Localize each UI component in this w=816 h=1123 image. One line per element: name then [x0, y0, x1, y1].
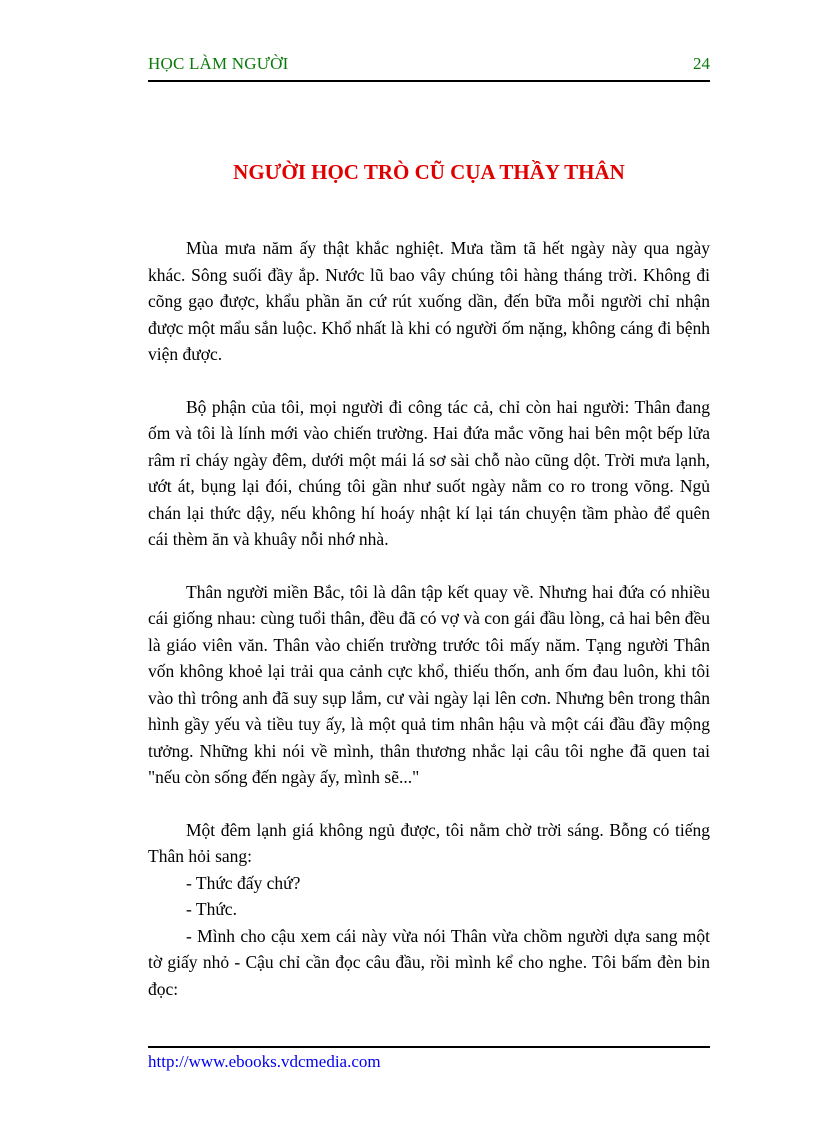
page-number: 24 [693, 54, 710, 73]
dialog-line: - Mình cho cậu xem cái này vừa nói Thân vừa chồm người dựa sang một tờ giấy nhỏ - Cậu chỉ cần đọc câu đầu, rồi mình kể cho nghe. Tôi bấm đèn bin đọc: [148, 925, 710, 999]
paragraph: Mùa mưa năm ấy thật khắc nghiệt. Mưa tầm tã hết ngày này qua ngày khác. Sông suối đầy ắp. Nước lũ bao vây chúng tôi hàng tháng trời. Không đi cõng gạo được, khẩu phần ăn cứ rút xuống dần, đến bữa mỗi người chỉ nhận được một mẩu sắn luộc. Khổ nhất là khi có người ốm nặng, không cáng đi bệnh viện được. [148, 238, 710, 364]
page-footer [148, 1046, 710, 1072]
chapter-body [148, 235, 710, 1002]
paragraph: Thân người miền Bắc, tôi là dân tập kết quay về. Nhưng hai đứa có nhiều cái giống nhau: cùng tuổi thân, đều đã có vợ và con gái đầu lòng, cả hai bên đều là giáo viên văn. Thân vào chiến trường trước tôi mấy năm. Tạng người Thân vốn không khoẻ lại trải qua cảnh cực khổ, thiếu thốn, anh ốm đau luôn, khi tôi vào thì trông anh đã suy sụp lắm, cư vài ngày lại lên cơn. Nhưng bên trong thân hình gầy yếu và tiều tuy ấy, là một quả tim nhân hậu và một cái đầu đầy mộng tưởng. Những khi nói về mình, thân thương nhắc lại câu tôi nghe đã quen tai "nếu còn sống đến ngày ấy, mình sẽ..." [148, 581, 710, 787]
paragraph: Một đêm lạnh giá không ngủ được, tôi nằm chờ trời sáng. Bỗng có tiếng Thân hỏi sang: [148, 819, 710, 866]
paragraph: Bộ phận của tôi, mọi người đi công tác cả, chỉ còn hai người: Thân đang ốm và tôi là lính mới vào chiến trường. Hai đứa mắc võng hai bên một bếp lửa râm rỉ cháy ngày đêm, dưới một mái lá sơ sài chỗ nào cũng dột. Trời mưa lạnh, ướt át, bụng lại đói, chúng tôi gần như suốt ngày nằm co ro trong võng. Ngủ chán lại thức dậy, nếu không hí hoáy nhật kí lại tán chuyện tầm phào để quên cái thèm ăn và khuây nỗi nhớ nhà. [148, 396, 710, 549]
page-header [148, 54, 710, 82]
dialog-line: - Thức đấy chứ? [186, 872, 301, 893]
dialog-line: - Thức. [186, 899, 237, 919]
chapter-title: NGƯỜI HỌC TRÒ CŨ CỤA THẦY THÂN [233, 160, 625, 184]
book-title: HỌC LÀM NGƯỜI [148, 54, 289, 73]
footer-url-link[interactable]: http://www.ebooks.vdcmedia.com [148, 1052, 381, 1071]
